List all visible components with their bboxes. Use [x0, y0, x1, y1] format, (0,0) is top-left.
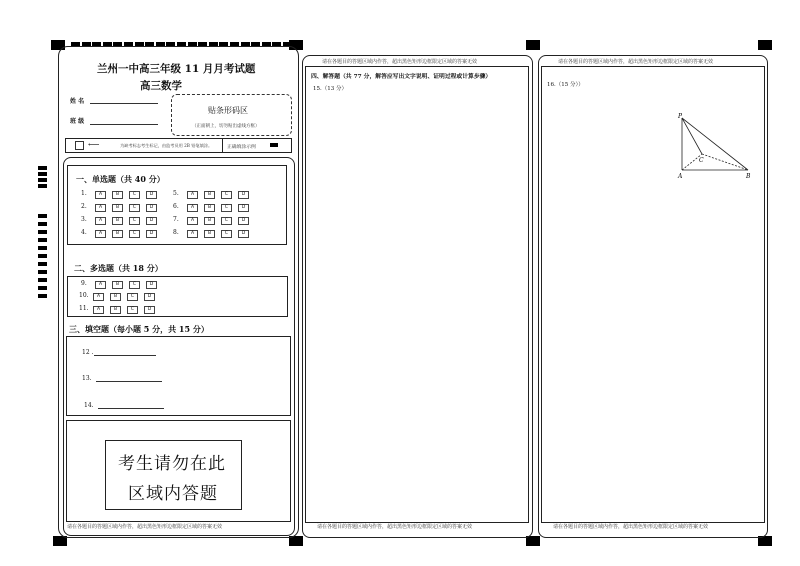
option-bubble-a[interactable]: A — [187, 204, 198, 212]
question-number: 7. — [173, 216, 179, 223]
section4-box — [305, 66, 529, 523]
option-bubble-a[interactable]: A — [95, 281, 106, 289]
question-number: 11. — [79, 305, 89, 312]
option-bubble-a[interactable]: A — [187, 217, 198, 225]
q12-answer-line[interactable] — [94, 355, 156, 356]
q14-answer-line[interactable] — [98, 408, 164, 409]
option-bubble-a[interactable]: A — [93, 306, 104, 314]
row-divider — [222, 139, 223, 152]
question-number: 3. — [81, 216, 87, 223]
option-bubble-d[interactable]: D — [146, 191, 157, 199]
question-number: 10. — [79, 292, 89, 299]
arrow-left-icon: ⟵ — [88, 140, 100, 149]
option-bubble-b[interactable]: B — [204, 191, 215, 199]
exam-subject: 高三数学 — [140, 80, 182, 92]
option-bubble-d[interactable]: D — [144, 293, 155, 301]
pyramid-figure — [670, 110, 760, 182]
side-timing-mark — [38, 172, 47, 176]
option-bubble-b[interactable]: B — [110, 293, 121, 301]
section2-title: 二、多选题（共 18 分） — [74, 263, 163, 273]
barcode-note: （正面朝上，切勿贴出虚线方框） — [192, 124, 260, 129]
question-number: 6. — [173, 203, 179, 210]
option-bubble-d[interactable]: D — [238, 230, 249, 238]
class-label: 班 级 — [70, 118, 85, 125]
exam-title: 兰州一中高三年级 11 月月考试题 — [97, 63, 256, 75]
side-timing-mark — [38, 214, 47, 218]
option-bubble-a[interactable]: A — [187, 191, 198, 199]
no-answer-line2: 区域内答题 — [128, 484, 218, 504]
timing-mark-bottom-3 — [526, 536, 540, 546]
option-bubble-d[interactable]: D — [238, 204, 249, 212]
question-number: 9. — [81, 280, 87, 287]
option-bubble-a[interactable]: A — [93, 293, 104, 301]
absent-note: 为缺考标志考生标记，由监考员用 2B 铅笔填涂。 — [120, 143, 213, 148]
option-bubble-a[interactable]: A — [95, 191, 106, 199]
barcode-area — [171, 94, 292, 136]
option-bubble-b[interactable]: B — [112, 281, 123, 289]
vertex-label-A: A — [678, 173, 683, 180]
side-timing-mark — [38, 184, 47, 188]
section3-title: 三、填空题（每小题 5 分，共 15 分） — [69, 324, 209, 334]
absent-row — [65, 138, 292, 153]
option-bubble-a[interactable]: A — [187, 230, 198, 238]
option-bubble-b[interactable]: B — [112, 204, 123, 212]
option-bubble-d[interactable]: D — [146, 217, 157, 225]
side-timing-mark — [38, 254, 47, 258]
name-label: 姓 名 — [70, 98, 85, 105]
option-bubble-b[interactable]: B — [112, 217, 123, 225]
side-timing-mark — [38, 294, 47, 298]
option-bubble-d[interactable]: D — [144, 306, 155, 314]
question-number: 2. — [81, 203, 87, 210]
q12-number: 12 . — [82, 349, 94, 356]
option-bubble-d[interactable]: D — [238, 217, 249, 225]
fill-example-mark — [270, 143, 278, 147]
option-bubble-a[interactable]: A — [95, 230, 106, 238]
q13-number: 13. — [82, 375, 92, 382]
side-timing-mark — [38, 178, 47, 182]
option-bubble-b[interactable]: B — [204, 217, 215, 225]
option-bubble-b[interactable]: B — [204, 230, 215, 238]
option-bubble-c[interactable]: C — [129, 281, 140, 289]
option-bubble-d[interactable]: D — [146, 230, 157, 238]
question-number: 8. — [173, 229, 179, 236]
fill-example-label: 正确填涂示例 — [227, 145, 256, 150]
class-field[interactable] — [90, 124, 158, 125]
edge-PB — [682, 118, 748, 170]
edge-CB — [702, 154, 748, 170]
question-number: 1. — [81, 190, 87, 197]
q13-answer-line[interactable] — [96, 381, 162, 382]
option-bubble-b[interactable]: B — [112, 191, 123, 199]
section1-title: 一、单选题（共 40 分） — [76, 174, 165, 184]
vertex-label-B: B — [746, 173, 751, 180]
option-bubble-c[interactable]: C — [221, 204, 232, 212]
barcode-title: 贴条形码区 — [208, 106, 248, 115]
option-bubble-c[interactable]: C — [129, 191, 140, 199]
option-bubble-a[interactable]: A — [95, 217, 106, 225]
q14-number: 14. — [84, 402, 94, 409]
q16-label: 16.（15 分）） — [547, 82, 584, 88]
side-timing-mark — [38, 238, 47, 242]
timing-mark-top-4 — [758, 40, 772, 50]
option-bubble-b[interactable]: B — [204, 204, 215, 212]
option-bubble-c[interactable]: C — [127, 306, 138, 314]
name-field[interactable] — [90, 103, 158, 104]
vertex-label-P: P — [678, 113, 683, 120]
side-timing-mark — [38, 230, 47, 234]
side-timing-mark — [38, 246, 47, 250]
vertex-label-C: C — [699, 157, 704, 164]
edge-PC — [682, 118, 702, 154]
side-timing-mark — [38, 270, 47, 274]
option-bubble-c[interactable]: C — [129, 204, 140, 212]
question-number: 4. — [81, 229, 87, 236]
section4-title: 四、解答题（共 77 分，解答应写出文字说明、证明过程或计算步骤） — [311, 74, 492, 80]
option-bubble-d[interactable]: D — [146, 281, 157, 289]
option-bubble-c[interactable]: C — [221, 191, 232, 199]
option-bubble-a[interactable]: A — [95, 204, 106, 212]
question-number: 5. — [173, 190, 179, 197]
option-bubble-b[interactable]: B — [112, 230, 123, 238]
no-answer-line1: 考生请勿在此 — [118, 454, 226, 474]
option-bubble-c[interactable]: C — [129, 217, 140, 225]
option-bubble-c[interactable]: C — [129, 230, 140, 238]
warning-right-top: 请在各题目的答题区域内作答，超出黑色矩形边框限定区域的答案无效 — [558, 59, 714, 65]
timing-mark-top-3 — [526, 40, 540, 50]
warning-right-bottom: 请在各题目的答题区域内作答，超出黑色矩形边框限定区域的答案无效 — [553, 524, 709, 530]
side-timing-mark — [38, 222, 47, 226]
side-timing-mark — [38, 286, 47, 290]
q15-label: 15.（13 分） — [313, 86, 347, 92]
option-bubble-c[interactable]: C — [221, 217, 232, 225]
section3-box — [66, 336, 291, 416]
warning-middle-bottom: 请在各题目的答题区域内作答，超出黑色矩形边框限定区域的答案无效 — [317, 524, 473, 530]
side-timing-mark — [38, 278, 47, 282]
warning-left-bottom: 请在各题目的答题区域内作答，超出黑色矩形边框限定区域的答案无效 — [67, 524, 223, 530]
option-bubble-d[interactable]: D — [238, 191, 249, 199]
no-answer-inner-box — [105, 440, 242, 510]
side-timing-mark — [38, 166, 47, 170]
option-bubble-b[interactable]: B — [110, 306, 121, 314]
warning-middle-top: 请在各题目的答题区域内作答，超出黑色矩形边框限定区域的答案无效 — [322, 59, 478, 65]
side-timing-mark — [38, 262, 47, 266]
option-bubble-c[interactable]: C — [221, 230, 232, 238]
absent-checkbox[interactable] — [75, 141, 84, 150]
option-bubble-c[interactable]: C — [127, 293, 138, 301]
option-bubble-d[interactable]: D — [146, 204, 157, 212]
